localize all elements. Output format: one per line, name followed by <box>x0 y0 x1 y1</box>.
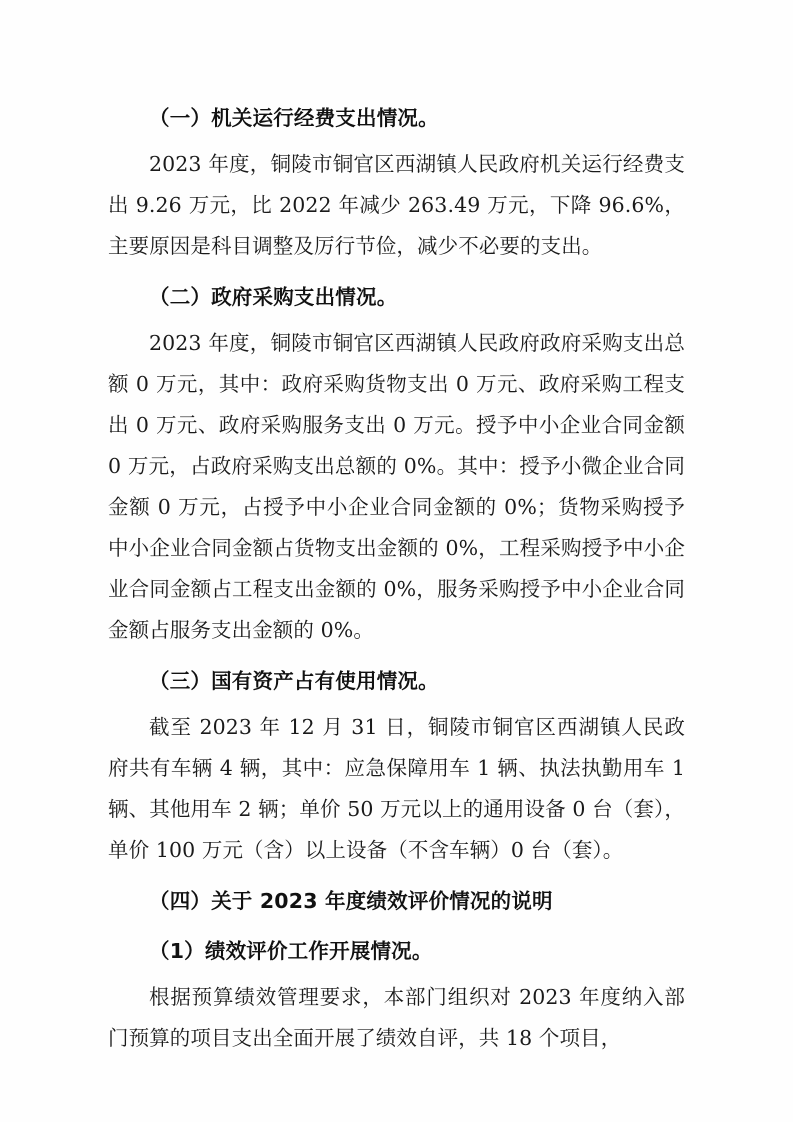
section-paragraph-3: 截至 2023 年 12 月 31 日，铜陵市铜官区西湖镇人民政府共有车辆 4 辆，其中：应急保障用车 1 辆、执法执勤用车 1 辆、其他用车 2 辆；单价 50 万元以上的通用设备 0 台（套），单价 100 万元（含）以上设备（不含车辆）0 台（套）。 <box>108 715 685 862</box>
section-paragraph-1: 2023 年度，铜陵市铜官区西湖镇人民政府机关运行经费支出 9.26 万元，比 2022 年减少 263.49 万元，下降 96.6%，主要原因是科目调整及厉行节俭，减少不必要的支出。 <box>108 152 685 258</box>
document-body <box>108 98 685 1059</box>
section-heading-3: （三）国有资产占有使用情况。 <box>149 669 439 693</box>
section-paragraph-4-1: 根据预算绩效管理要求，本部门组织对 2023 年度纳入部门预算的项目支出全面开展了绩效自评，共 18 个项目， <box>108 985 685 1050</box>
section-heading-2: （二）政府采购支出情况。 <box>149 285 398 309</box>
section-heading-1: （一）机关运行经费支出情况。 <box>149 106 439 130</box>
section-heading-4-1: （1）绩效评价工作开展情况。 <box>149 939 433 963</box>
section-heading-4: （四）关于 2023 年度绩效评价情况的说明 <box>149 889 553 913</box>
section-paragraph-2: 2023 年度，铜陵市铜官区西湖镇人民政府政府采购支出总额 0 万元，其中：政府采购货物支出 0 万元、政府采购工程支出 0 万元、政府采购服务支出 0 万元。授予中小企业合同金额 0 万元，占政府采购支出总额的 0%。其中：授予小微企业合同金额 0 万元，占授予中小企业合同金额的 0%；货物采购授予中小企业合同金额占货物支出金额的 0%，工程采购授予中小企业合同金额占工程支出金额的 0%，服务采购授予中小企业合同金额占服务支出金额的 0%。 <box>108 331 685 642</box>
